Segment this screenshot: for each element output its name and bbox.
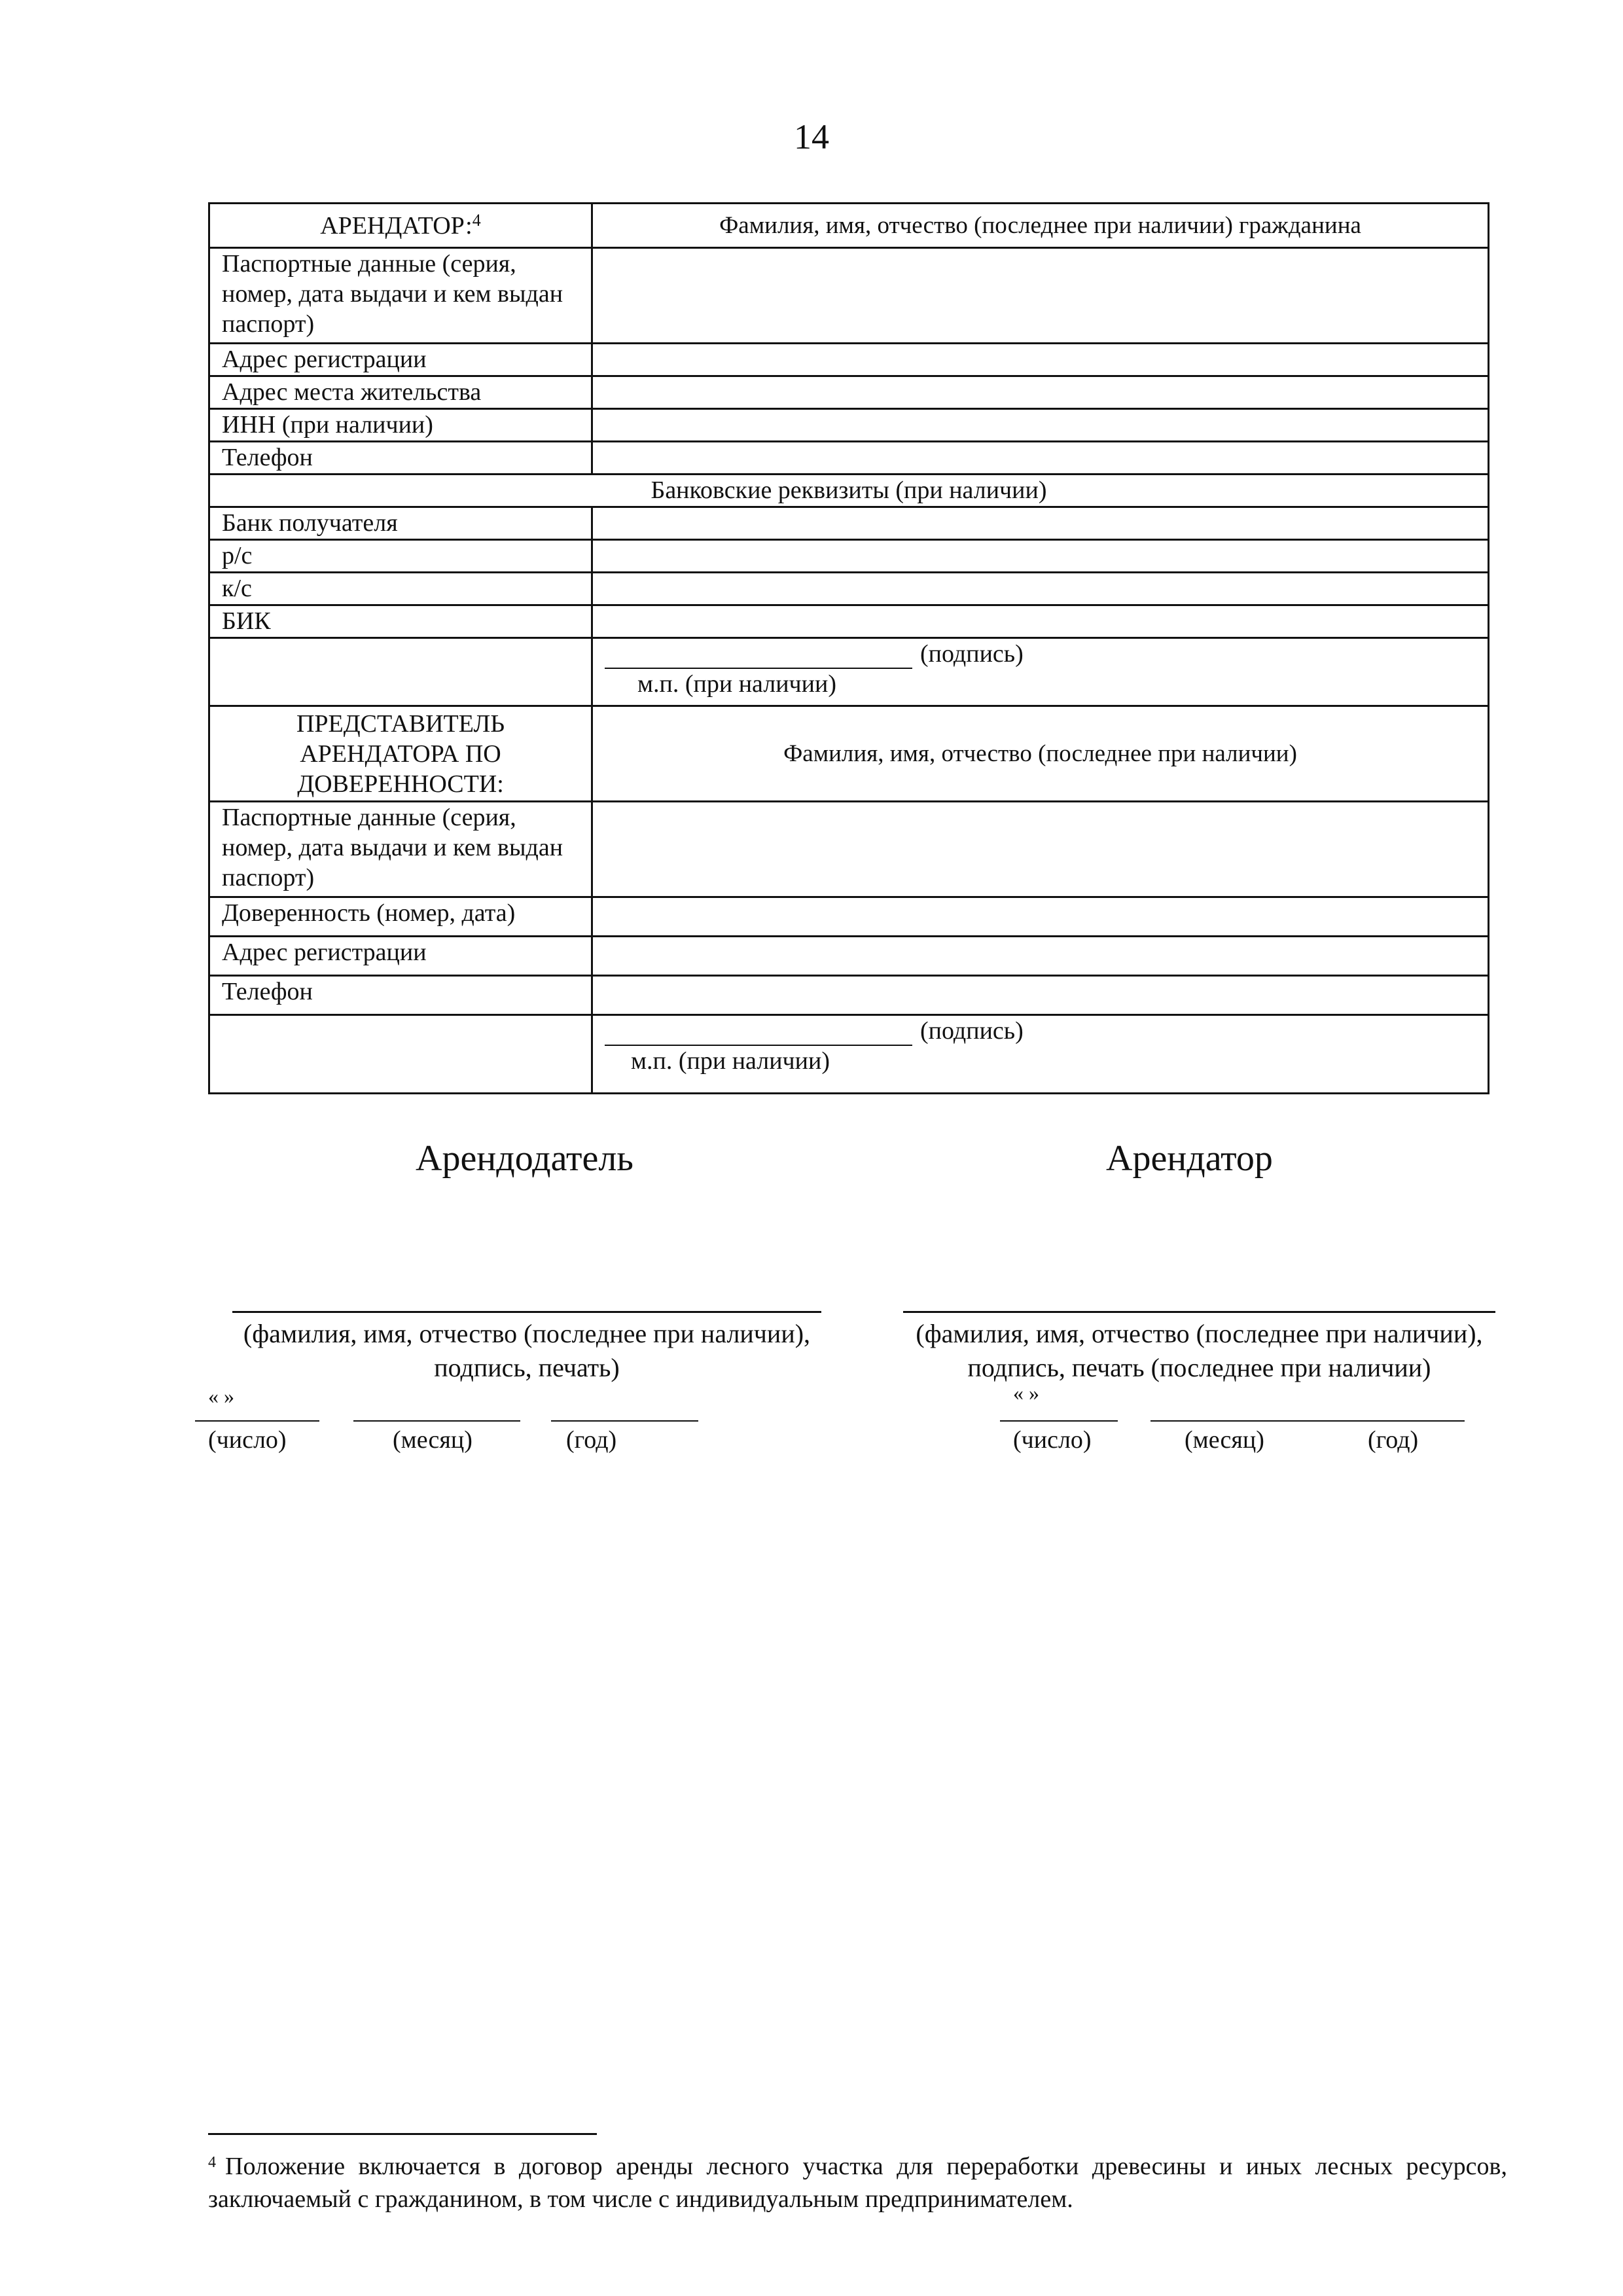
bank-details-header: Банковские реквизиты (при наличии) [209,475,1489,507]
table-row [209,605,1489,638]
row-label-settlement-account: р/с [209,540,592,573]
table-row [209,897,1489,937]
footnote-number: 4 [208,2154,216,2171]
table-row [209,976,1489,1015]
representative-name-header: Фамилия, имя, отчество (последнее при наличии) [592,706,1489,802]
table-row [209,376,1489,409]
landlord-day-line[interactable] [195,1420,319,1422]
tenant-caption: (фамилия, имя, отчество (последнее при наличии), подпись, печать (последнее при наличии) [916,1319,1483,1382]
value-cell-settlement-account[interactable] [592,540,1489,573]
table-row [209,540,1489,573]
value-cell-power-of-attorney[interactable] [592,897,1489,937]
table-row [209,248,1489,344]
page-number: 14 [794,117,829,156]
row-label-inn: ИНН (при наличии) [209,409,592,442]
representative-signature-cell [592,1015,1489,1094]
representative-heading: ПРЕДСТАВИТЕЛЬ АРЕНДАТОРА ПО ДОВЕРЕННОСТИ: [209,706,592,802]
landlord-title: Арендодатель [416,1138,633,1179]
value-cell-rep-phone[interactable] [592,976,1489,1015]
signature-label: (подпись) [920,640,1024,668]
table-row [209,344,1489,376]
tenant-day-line[interactable] [1000,1420,1118,1422]
table-row [209,937,1489,976]
row-label-passport: Паспортные данные (серия, номер, дата выдачи и кем выдан паспорт) [209,248,592,344]
value-cell-phone[interactable] [592,442,1489,475]
landlord-signature-line[interactable] [232,1311,821,1313]
value-cell-bank[interactable] [592,507,1489,540]
landlord-date-quotes: « » [208,1384,234,1408]
empty-cell [209,1015,592,1094]
landlord-year-line[interactable] [551,1420,698,1422]
row-label-rep-registration-address: Адрес регистрации [209,937,592,976]
footnote-separator [208,2133,597,2135]
row-label-rep-phone: Телефон [209,976,592,1015]
landlord-month-line[interactable] [353,1420,520,1422]
stamp-label: м.п. (при наличии) [637,670,836,698]
value-cell-bik[interactable] [592,605,1489,638]
landlord-year-label: (год) [566,1426,617,1454]
signature-label: (подпись) [920,1017,1024,1045]
tenant-details-table [208,202,1489,1094]
landlord-month-label: (месяц) [393,1426,473,1454]
footnote-reference: 4 [472,210,481,230]
tenant-month-year-line[interactable] [1150,1420,1465,1422]
row-label-correspondent-account: к/с [209,573,592,605]
value-cell-rep-registration-address[interactable] [592,937,1489,976]
footnote [208,2150,1507,2215]
tenant-signature-row [209,638,1489,706]
tenant-year-label: (год) [1368,1426,1419,1454]
tenant-heading: АРЕНДАТОР: [320,211,473,240]
table-row [209,507,1489,540]
row-label-registration-address: Адрес регистрации [209,344,592,376]
landlord-caption: (фамилия, имя, отчество (последнее при наличии), подпись, печать) [243,1319,811,1382]
value-cell-residence-address[interactable] [592,376,1489,409]
representative-signature-row [209,1015,1489,1094]
tenant-name-header: Фамилия, имя, отчество (последнее при наличии) гражданина [592,204,1489,248]
table-row [209,573,1489,605]
table-row [209,409,1489,442]
tenant-day-label: (число) [1013,1426,1092,1454]
row-label-rep-passport: Паспортные данные (серия, номер, дата выдачи и кем выдан паспорт) [209,802,592,897]
value-cell-rep-passport[interactable] [592,802,1489,897]
tenant-title: Арендатор [1106,1138,1273,1179]
tenant-date-quotes: « » [1013,1381,1039,1405]
value-cell-passport[interactable] [592,248,1489,344]
tenant-heading-cell [209,204,592,248]
table-row [209,442,1489,475]
tenant-header-row [209,204,1489,248]
row-label-residence-address: Адрес места жительства [209,376,592,409]
value-cell-registration-address[interactable] [592,344,1489,376]
value-cell-correspondent-account[interactable] [592,573,1489,605]
tenant-signature-cell [592,638,1489,706]
signature-line[interactable] [605,1020,912,1046]
footnote-text: Положение включается в договор аренды лесного участка для переработки древесины и иных лесных ресурсов, заключаемый с гражданином, в том числе с индивидуальным предпринимателем. [208,2153,1507,2213]
signature-line[interactable] [605,643,912,669]
row-label-power-of-attorney: Доверенность (номер, дата) [209,897,592,937]
table-row [209,802,1489,897]
stamp-label: м.п. (при наличии) [631,1047,830,1075]
bank-header-row [209,475,1489,507]
tenant-month-label: (месяц) [1185,1426,1264,1454]
row-label-phone: Телефон [209,442,592,475]
landlord-day-label: (число) [208,1426,287,1454]
row-label-bank: Банк получателя [209,507,592,540]
empty-cell [209,638,592,706]
value-cell-inn[interactable] [592,409,1489,442]
row-label-bik: БИК [209,605,592,638]
representative-header-row [209,706,1489,802]
tenant-signature-line[interactable] [903,1311,1495,1313]
